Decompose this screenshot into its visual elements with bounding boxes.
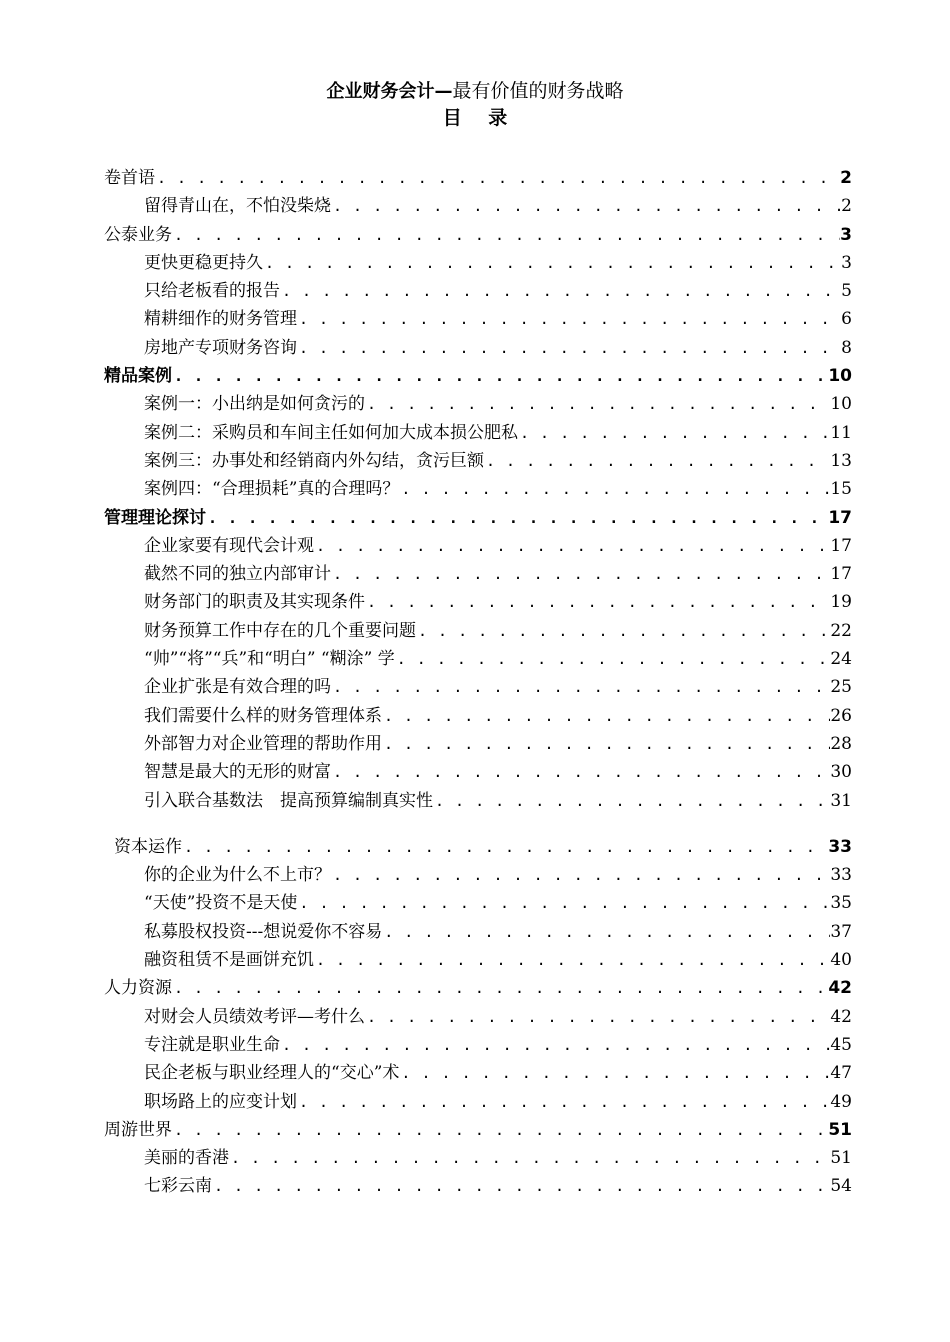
toc-section-entry[interactable] xyxy=(104,164,852,192)
toc-subentry[interactable] xyxy=(104,249,852,277)
toc-entry-title: 精耕细作的财务管理 xyxy=(144,309,297,330)
toc-subentry[interactable] xyxy=(104,588,852,616)
toc-page-number: 15 xyxy=(830,479,852,500)
toc-dot-leader xyxy=(229,1144,830,1172)
toc-dot-leader xyxy=(365,1003,830,1031)
toc-subentry[interactable] xyxy=(104,1172,852,1200)
toc-subentry[interactable] xyxy=(104,1144,852,1172)
toc-dot-leader xyxy=(365,588,830,616)
toc-subentry[interactable] xyxy=(104,334,852,362)
toc-dot-leader xyxy=(212,1172,830,1200)
toc-entry-title: 周游世界 xyxy=(104,1119,172,1140)
toc-page-number: 33 xyxy=(830,865,852,886)
toc-entry-title: 职场路上的应变计划 xyxy=(144,1091,297,1112)
toc-entry-title: 房地产专项财务咨询 xyxy=(144,337,297,358)
toc-dot-leader xyxy=(297,889,830,917)
toc-section-entry[interactable] xyxy=(104,221,852,249)
toc-entry-title: 你的企业为什么不上市？ xyxy=(144,865,331,886)
toc-subentry[interactable] xyxy=(104,447,852,475)
toc-section-entry[interactable] xyxy=(104,504,852,532)
toc-subentry[interactable] xyxy=(104,787,852,815)
document-header xyxy=(0,78,950,131)
toc-dot-leader xyxy=(399,475,830,503)
toc-page-number: 26 xyxy=(830,705,852,726)
toc-page-number: 37 xyxy=(830,921,852,942)
toc-page-number: 31 xyxy=(830,790,852,811)
toc-entry-title: 资本运作 xyxy=(114,836,182,857)
toc-page-number: 17 xyxy=(830,535,852,556)
toc-dot-leader xyxy=(297,334,841,362)
toc-entry-title: 案例四：“合理损耗”真的合理吗？ xyxy=(144,479,400,500)
toc-page-number: 19 xyxy=(830,592,852,613)
toc-entry-title: 留得青山在，不怕没柴烧 xyxy=(144,196,331,217)
toc-entry-title: 美丽的香港 xyxy=(144,1148,229,1169)
toc-subentry[interactable] xyxy=(104,946,852,974)
toc-subentry[interactable] xyxy=(104,889,852,917)
toc-entry-title: 精品案例 xyxy=(104,366,172,387)
toc-page-number: 54 xyxy=(830,1176,852,1197)
toc-subentry[interactable] xyxy=(104,673,852,701)
toc-subentry[interactable] xyxy=(104,918,852,946)
toc-dot-leader xyxy=(280,1031,830,1059)
toc-dot-leader xyxy=(297,1088,830,1116)
toc-subentry[interactable] xyxy=(104,1088,852,1116)
toc-subentry[interactable] xyxy=(104,1031,852,1059)
toc-entry-title: 公泰业务 xyxy=(104,224,172,245)
toc-page-number: 11 xyxy=(830,422,852,443)
toc-page-number: 45 xyxy=(830,1034,852,1055)
toc-subentry[interactable] xyxy=(104,390,852,418)
toc-page-number: 42 xyxy=(830,1006,852,1027)
toc-dot-leader xyxy=(331,861,830,889)
toc-page-number: 28 xyxy=(830,733,852,754)
toc-subentry[interactable] xyxy=(104,861,852,889)
document-title-rest: 最有价值的财务战略 xyxy=(452,80,624,102)
toc-section-entry[interactable] xyxy=(104,362,852,390)
toc-page-number: 17 xyxy=(830,564,852,585)
toc-section-entry[interactable] xyxy=(104,1116,852,1144)
toc-subentry[interactable] xyxy=(104,1059,852,1087)
toc-subentry[interactable] xyxy=(104,419,852,447)
toc-dot-leader xyxy=(484,447,830,475)
toc-heading: 目 录 xyxy=(442,107,518,129)
toc-page-number: 49 xyxy=(830,1091,852,1112)
toc-dot-leader xyxy=(365,390,830,418)
toc-page-number: 35 xyxy=(830,893,852,914)
toc-dot-leader xyxy=(382,702,830,730)
toc-entry-title: 企业扩张是有效合理的吗 xyxy=(144,677,331,698)
toc-entry-title: “帅”“将”“兵”和“明白” “糊涂” 学 xyxy=(144,649,395,670)
toc-subentry[interactable] xyxy=(104,305,852,333)
toc-subentry[interactable] xyxy=(104,192,852,220)
toc-entry-title: 截然不同的独立内部审计 xyxy=(144,564,331,585)
toc-entry-title: 管理理论探讨 xyxy=(104,507,206,528)
toc-page-number: 3 xyxy=(841,252,852,273)
toc-entry-title: 案例三：办事处和经销商内外勾结，贪污巨额 xyxy=(144,450,484,471)
toc-entry-title: 我们需要什么样的财务管理体系 xyxy=(144,705,382,726)
toc-subentry[interactable] xyxy=(104,532,852,560)
toc-dot-leader xyxy=(172,221,840,249)
toc-dot-leader xyxy=(382,918,830,946)
document-title-bold: 企业财务会计— xyxy=(326,81,453,102)
toc-entry-title: 智慧是最大的无形的财富 xyxy=(144,762,331,783)
toc-dot-leader xyxy=(172,362,828,390)
toc-page-number: 2 xyxy=(840,168,852,188)
toc-dot-leader xyxy=(155,164,840,192)
toc-page-number: 22 xyxy=(830,620,852,641)
toc-entry-title: 对财会人员绩效考评—考什么 xyxy=(144,1006,365,1027)
document-title xyxy=(0,78,950,105)
toc-entry-title: 七彩云南 xyxy=(144,1176,212,1197)
toc-page-number: 5 xyxy=(841,281,852,302)
toc-dot-leader xyxy=(395,645,831,673)
toc-page-number: 24 xyxy=(830,649,852,670)
toc-entry-title: 引入联合基数法 提高预算编制真实性 xyxy=(144,790,433,811)
toc-dot-leader xyxy=(182,833,828,861)
toc-page-number: 25 xyxy=(830,677,852,698)
toc-entry-title: 财务部门的职责及其实现条件 xyxy=(144,592,365,613)
toc-subentry[interactable] xyxy=(104,702,852,730)
toc-subentry[interactable] xyxy=(104,730,852,758)
toc-dot-leader xyxy=(280,277,841,305)
toc-entry-title: 财务预算工作中存在的几个重要问题 xyxy=(144,620,416,641)
toc-subentry[interactable] xyxy=(104,645,852,673)
toc-dot-leader xyxy=(399,1059,830,1087)
toc-dot-leader xyxy=(331,560,830,588)
toc-entry-title: 私募股权投资---想说爱你不容易 xyxy=(144,921,383,942)
toc-page-number: 51 xyxy=(830,1148,852,1169)
toc-entry-title: 专注就是职业生命 xyxy=(144,1034,280,1055)
toc-page-number: 3 xyxy=(840,224,852,245)
toc-page-number: 10 xyxy=(828,366,852,387)
toc-entry-title: 民企老板与职业经理人的“交心”术 xyxy=(144,1063,400,1084)
toc-dot-leader xyxy=(416,617,830,645)
toc-page-number: 2 xyxy=(841,196,852,217)
toc-dot-leader xyxy=(382,730,830,758)
toc-subentry[interactable] xyxy=(104,560,852,588)
toc-page-number: 17 xyxy=(828,507,852,528)
toc-dot-leader xyxy=(314,946,830,974)
toc-page-number: 13 xyxy=(830,450,852,471)
toc-section-entry[interactable] xyxy=(104,974,852,1002)
toc-entry-title: 只给老板看的报告 xyxy=(144,281,280,302)
toc-dot-leader xyxy=(172,1116,828,1144)
toc-section-entry[interactable] xyxy=(104,833,852,861)
toc-subentry[interactable] xyxy=(104,475,852,503)
toc-entry-title: 融资租赁不是画饼充饥 xyxy=(144,950,314,971)
toc-dot-leader xyxy=(172,974,828,1002)
toc-dot-leader xyxy=(433,787,830,815)
toc-entry-title: 卷首语 xyxy=(104,168,155,188)
toc-dot-leader xyxy=(206,504,828,532)
toc-spacer xyxy=(104,815,852,833)
toc-subentry[interactable] xyxy=(104,617,852,645)
toc-page-number: 10 xyxy=(830,394,852,415)
toc-entry-title: “天使”投资不是天使 xyxy=(144,893,298,914)
toc-dot-leader xyxy=(518,419,830,447)
toc-subentry[interactable] xyxy=(104,758,852,786)
toc-entry-title: 外部智力对企业管理的帮助作用 xyxy=(144,733,382,754)
toc-entry-title: 案例二：采购员和车间主任如何加大成本损公肥私 xyxy=(144,422,518,443)
toc-subentry[interactable] xyxy=(104,277,852,305)
toc-page-number: 30 xyxy=(830,762,852,783)
toc-dot-leader xyxy=(297,305,841,333)
toc-dot-leader xyxy=(331,673,830,701)
toc-page-number: 51 xyxy=(828,1119,852,1140)
toc-page-number: 8 xyxy=(841,337,852,358)
toc-entry-title: 更快更稳更持久 xyxy=(144,252,263,273)
toc-page-number: 40 xyxy=(830,950,852,971)
toc-dot-leader xyxy=(331,758,830,786)
toc-dot-leader xyxy=(331,192,841,220)
toc-entry-title: 人力资源 xyxy=(104,978,172,999)
toc-subentry[interactable] xyxy=(104,1003,852,1031)
toc-page-number: 33 xyxy=(828,836,852,857)
toc-page-number: 47 xyxy=(830,1063,852,1084)
table-of-contents xyxy=(104,164,852,1201)
toc-entry-title: 案例一：小出纳是如何贪污的 xyxy=(144,394,365,415)
toc-entry-title: 企业家要有现代会计观 xyxy=(144,535,314,556)
toc-page-number: 42 xyxy=(828,978,852,999)
toc-dot-leader xyxy=(314,532,830,560)
toc-dot-leader xyxy=(263,249,841,277)
toc-page-number: 6 xyxy=(841,309,852,330)
